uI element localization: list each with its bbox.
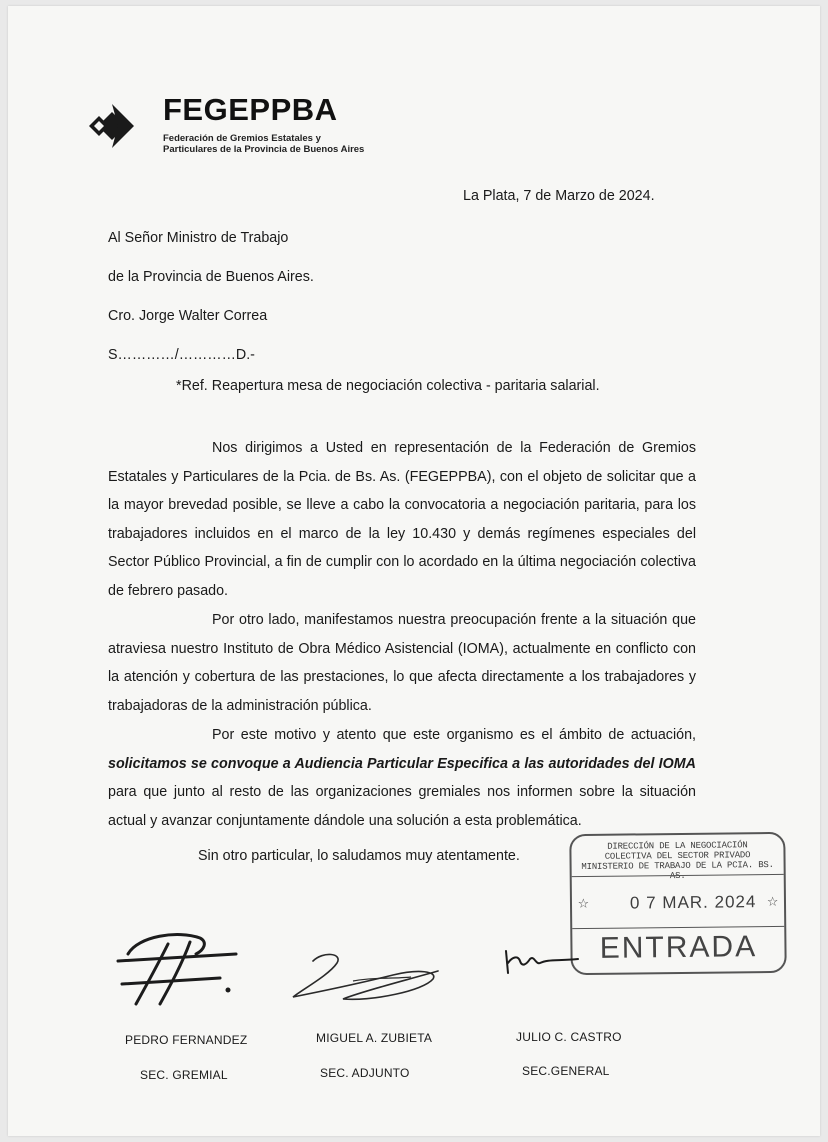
paragraph-3-intro: Por este motivo y atento que este organismo es el ámbito de actuación, <box>212 727 696 743</box>
recipient-line-4: S…………/…………D.- <box>108 347 255 363</box>
body-paragraph-3 <box>108 721 696 835</box>
paragraph-3-rest: para que junto al resto de las organizaciones gremiales nos informen sobre la situación actual y avanzar conjuntamente dándole una solución a esta problemática. <box>108 784 696 829</box>
signatory-title-1: SEC. GREMIAL <box>140 1068 228 1082</box>
paragraph-3-emphasis: solicitamos se convoque a Audiencia Particular Especifica a las autoridades del IOMA <box>108 755 696 772</box>
closing-line: Sin otro particular, lo saludamos muy atentamente. <box>198 848 520 864</box>
org-subtitle-line1: Federación de Gremios Estatales y <box>163 133 321 144</box>
recipient-line-2: de la Provincia de Buenos Aires. <box>108 269 314 285</box>
letter-page <box>8 6 820 1136</box>
fegeppba-logo-icon <box>88 98 144 154</box>
signatory-title-3: SEC.GENERAL <box>522 1064 610 1078</box>
stamp-star-icon: ☆ <box>767 891 779 913</box>
stamp-line-1: DIRECCIÓN DE LA NEGOCIACIÓN <box>607 840 748 852</box>
stamp-line-3: MINISTERIO DE TRABAJO DE LA PCIA. BS. AS. <box>581 859 774 882</box>
stamp-date: 0 7 MAR. 2024 <box>629 892 757 913</box>
letter-date: La Plata, 7 de Marzo de 2024. <box>463 188 655 204</box>
signatory-name-2: MIGUEL A. ZUBIETA <box>316 1031 433 1045</box>
body-paragraph-1 <box>108 434 696 605</box>
org-name: FEGEPPBA <box>163 92 338 127</box>
recipient-line-1: Al Señor Ministro de Trabajo <box>108 230 289 246</box>
reference-line: *Ref. Reapertura mesa de negociación colectiva - paritaria salarial. <box>176 378 600 394</box>
signatory-title-2: SEC. ADJUNTO <box>320 1066 410 1080</box>
body-paragraph-2 <box>108 606 696 720</box>
stamp-entrada: ENTRADA <box>599 930 758 965</box>
signature-miguel-zubieta <box>283 941 448 1011</box>
stamp-star-icon: ☆ <box>577 893 589 915</box>
signatory-name-3: JULIO C. CASTRO <box>516 1030 622 1044</box>
signatory-name-1: PEDRO FERNANDEZ <box>125 1033 248 1047</box>
signature-pedro-fernandez <box>108 924 243 1009</box>
org-subtitle-line2: Particulares de la Provincia de Buenos Aires <box>163 144 365 155</box>
paragraph-2-text: Por otro lado, manifestamos nuestra preocupación frente a la situación que atraviesa nuestro Instituto de Obra Médico Asistencial (IOMA), actualmente en conflicto con la atención y cobertura de las prestaciones, lo que afecta directamente a los trabajadores y trabajadoras de la administración pública. <box>108 612 696 714</box>
reception-stamp <box>569 832 786 975</box>
recipient-line-3: Cro. Jorge Walter Correa <box>108 308 268 324</box>
org-subtitle <box>163 133 403 155</box>
stamp-divider <box>572 926 784 929</box>
signature-julio-castro <box>498 941 588 981</box>
paragraph-1-text: Nos dirigimos a Usted en representación de la Federación de Gremios Estatales y Particulares de la Pcia. de Bs. As. (FEGEPPBA), con el objeto de solicitar que a la mayor brevedad posible, se lleve a cabo la convocatoria a negociación paritaria, para los trabajadores incluidos en el marco de la ley 10.430 y demás regímenes especiales del Sector Público Provincial, a fin de cumplir con lo acordado en la última negociación colectiva de febrero pasado. <box>108 440 696 599</box>
stamp-line-2: COLECTIVA DEL SECTOR PRIVADO <box>604 850 751 862</box>
